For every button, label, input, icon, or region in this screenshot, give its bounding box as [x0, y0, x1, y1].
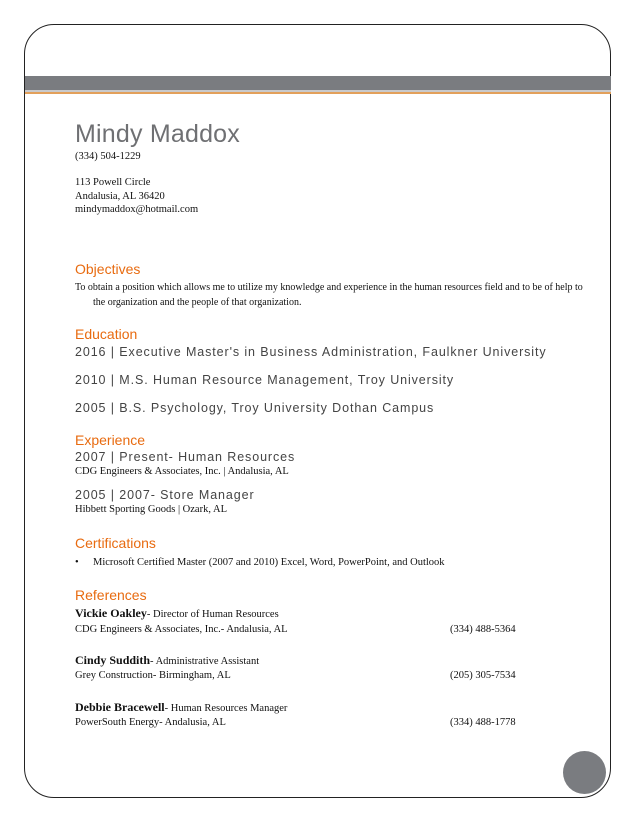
- education-item: 2005 | B.S. Psychology, Troy University Dothan Campus: [75, 401, 435, 415]
- reference-phone: (334) 488-1778: [450, 717, 516, 728]
- reference-name-line: [75, 606, 279, 621]
- reference-name-line: [75, 700, 287, 715]
- reference-company: CDG Engineers & Associates, Inc.- Andalusia, AL: [75, 624, 288, 635]
- reference-phone: (334) 488-5364: [450, 624, 516, 635]
- experience-title: 2007 | Present- Human Resources: [75, 450, 296, 464]
- reference-name: Debbie Bracewell: [75, 700, 165, 714]
- bullet-icon: •: [75, 557, 79, 568]
- email-address: mindymaddox@hotmail.com: [75, 204, 199, 215]
- reference-name: Vickie Oakley: [75, 606, 147, 620]
- certification-text: Microsoft Certified Master (2007 and 2010) Excel, Word, PowerPoint, and Outlook: [93, 557, 445, 568]
- reference-name: Cindy Suddith: [75, 653, 151, 667]
- header-band-gray: [25, 76, 611, 90]
- resume-name: Mindy Maddox: [75, 120, 240, 148]
- reference-role: - Human Resources Manager: [164, 703, 288, 714]
- experience-title: 2005 | 2007- Store Manager: [75, 488, 255, 502]
- references-heading: References: [75, 587, 147, 603]
- address-line-2: Andalusia, AL 36420: [75, 191, 165, 202]
- certifications-heading: Certifications: [75, 535, 156, 551]
- experience-company: Hibbett Sporting Goods | Ozark, AL: [75, 504, 228, 515]
- reference-name-line: [75, 653, 259, 668]
- education-heading: Education: [75, 326, 138, 342]
- objectives-heading: Objectives: [75, 261, 141, 277]
- experience-company: CDG Engineers & Associates, Inc. | Andalusia, AL: [75, 466, 289, 477]
- objectives-text: To obtain a position which allows me to utilize my knowledge and experience in the human resources field and to be of help to the organization and the people of that organization.: [75, 282, 583, 308]
- experience-heading: Experience: [75, 432, 146, 448]
- certification-item: [75, 557, 445, 568]
- address-line-1: 113 Powell Circle: [75, 177, 151, 188]
- education-item: 2010 | M.S. Human Resource Management, Troy University: [75, 373, 455, 387]
- reference-company: Grey Construction- Birmingham, AL: [75, 670, 231, 681]
- page-corner-circle: [563, 751, 606, 794]
- header-band-orange: [25, 92, 611, 94]
- reference-role: - Administrative Assistant: [150, 656, 260, 667]
- phone-number: (334) 504-1229: [75, 151, 141, 162]
- reference-role: - Director of Human Resources: [146, 609, 279, 620]
- reference-company: PowerSouth Energy- Andalusia, AL: [75, 717, 226, 728]
- education-item: 2016 | Executive Master's in Business Administration, Faulkner University: [75, 345, 547, 359]
- reference-phone: (205) 305-7534: [450, 670, 516, 681]
